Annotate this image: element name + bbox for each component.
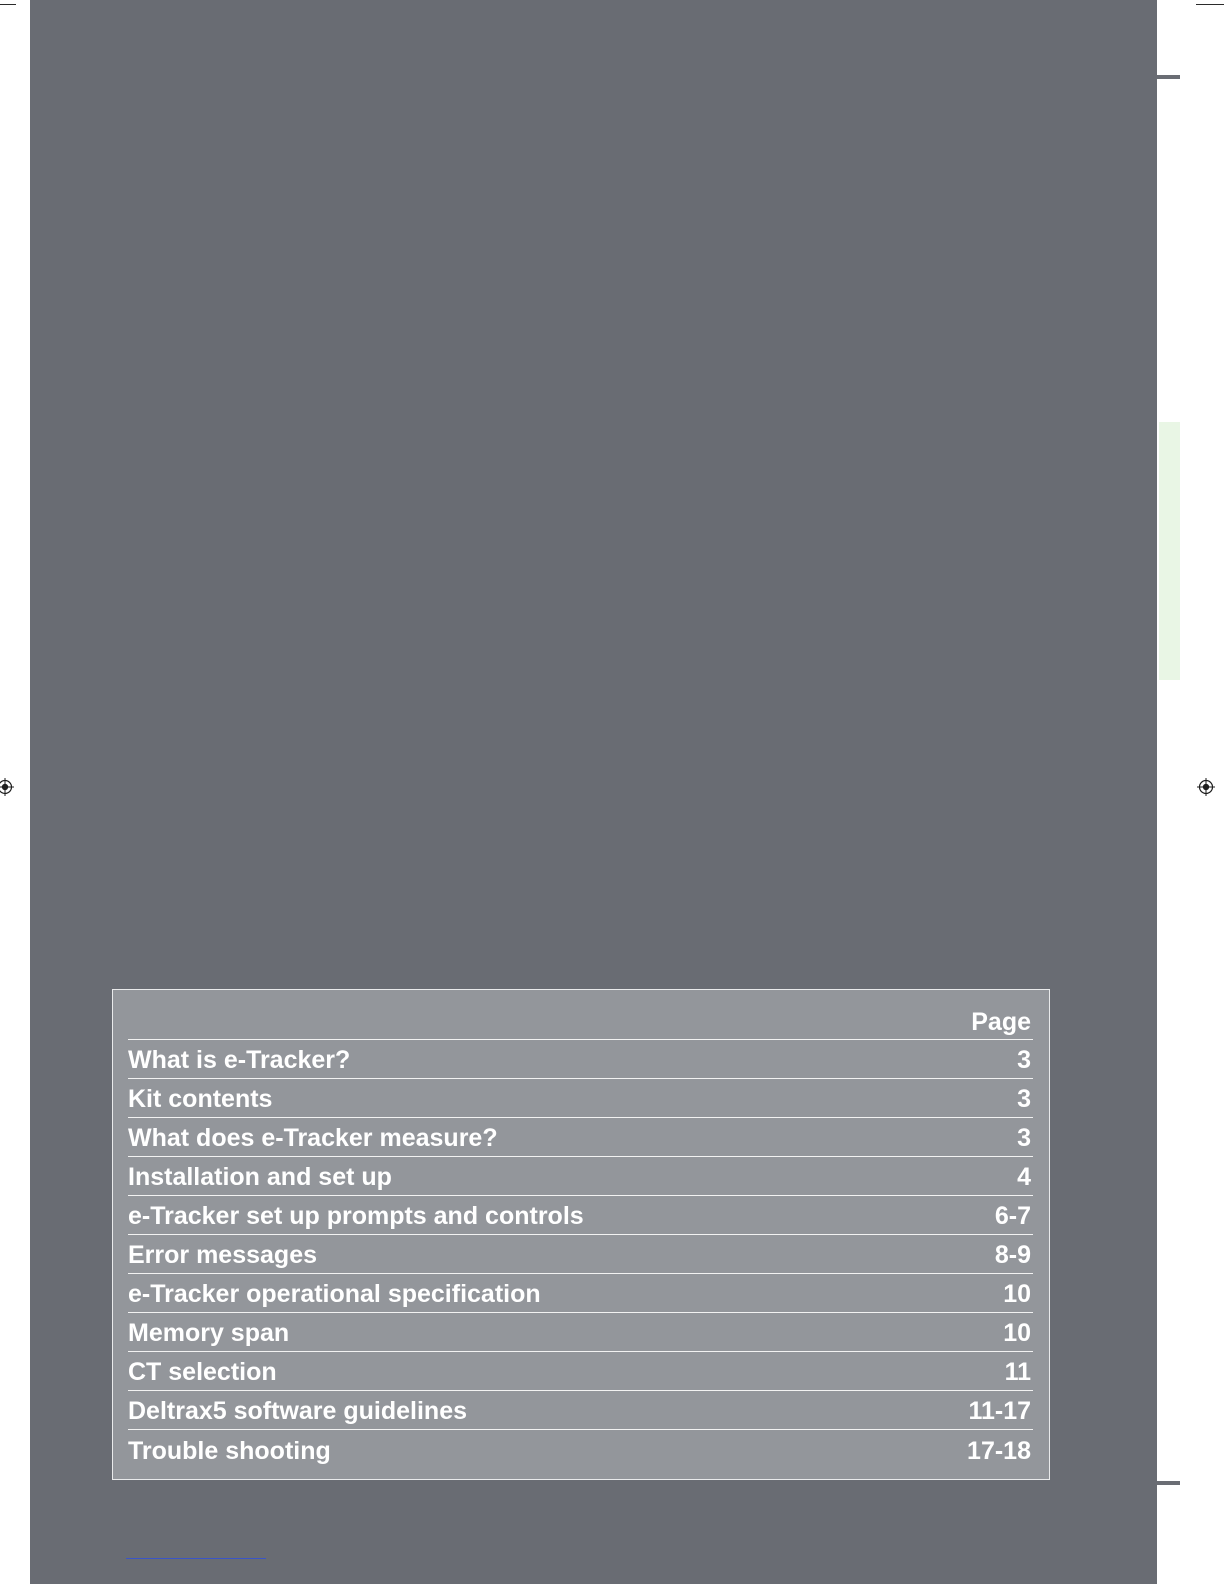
edge-marker-top [1157,75,1180,79]
toc-entry[interactable] [128,1274,1033,1313]
link-underline [126,1558,266,1559]
toc-entry-page: 6-7 [994,1202,1031,1230]
toc-entry[interactable] [128,1118,1033,1157]
toc-entry-title: Kit contents [128,1085,273,1113]
table-of-contents [112,989,1050,1480]
toc-entry[interactable] [128,1391,1033,1430]
toc-entry-page: 11-17 [968,1397,1031,1425]
toc-entry-title: What does e-Tracker measure? [128,1124,498,1152]
toc-entry[interactable] [128,1313,1033,1352]
toc-entry-title: What is e-Tracker? [128,1046,351,1074]
toc-entry[interactable] [128,1157,1033,1196]
registration-mark-icon [0,778,14,796]
toc-entry-page: 4 [1017,1163,1031,1191]
toc-entry-title: Deltrax5 software guidelines [128,1397,468,1425]
edge-marker-bottom [1157,1481,1180,1485]
crop-mark-top-right [1196,4,1224,5]
toc-entry[interactable] [128,1196,1033,1235]
toc-entry-title: Trouble shooting [128,1437,331,1465]
toc-entry-page: 10 [1003,1280,1031,1308]
side-tab [1159,422,1180,680]
toc-entry-title: CT selection [128,1358,277,1386]
toc-entry-page: 8-9 [994,1241,1031,1269]
toc-rows [128,1040,1033,1469]
toc-entry[interactable] [128,1235,1033,1274]
toc-entry-page: 3 [1017,1085,1031,1113]
toc-entry-page: 17-18 [967,1437,1031,1465]
toc-entry-title: e-Tracker operational specification [128,1280,541,1308]
toc-entry-page: 11 [1004,1358,1031,1386]
toc-entry[interactable] [128,1079,1033,1118]
toc-entry[interactable] [128,1352,1033,1391]
crop-mark-top-left [0,4,16,5]
toc-entry[interactable] [128,1430,1033,1469]
toc-entry-page: 3 [1017,1124,1031,1152]
toc-entry[interactable] [128,1040,1033,1079]
toc-entry-title: Memory span [128,1319,290,1347]
toc-entry-title: Installation and set up [128,1163,392,1191]
toc-entry-page: 10 [1003,1319,1031,1347]
toc-entry-page: 3 [1017,1046,1031,1074]
registration-mark-icon [1197,778,1215,796]
toc-header [128,1002,1033,1040]
toc-entry-title: e-Tracker set up prompts and controls [128,1202,584,1230]
toc-entry-title: Error messages [128,1241,318,1269]
toc-page-column-label: Page [971,1008,1031,1036]
toc-list [128,1002,1033,1469]
